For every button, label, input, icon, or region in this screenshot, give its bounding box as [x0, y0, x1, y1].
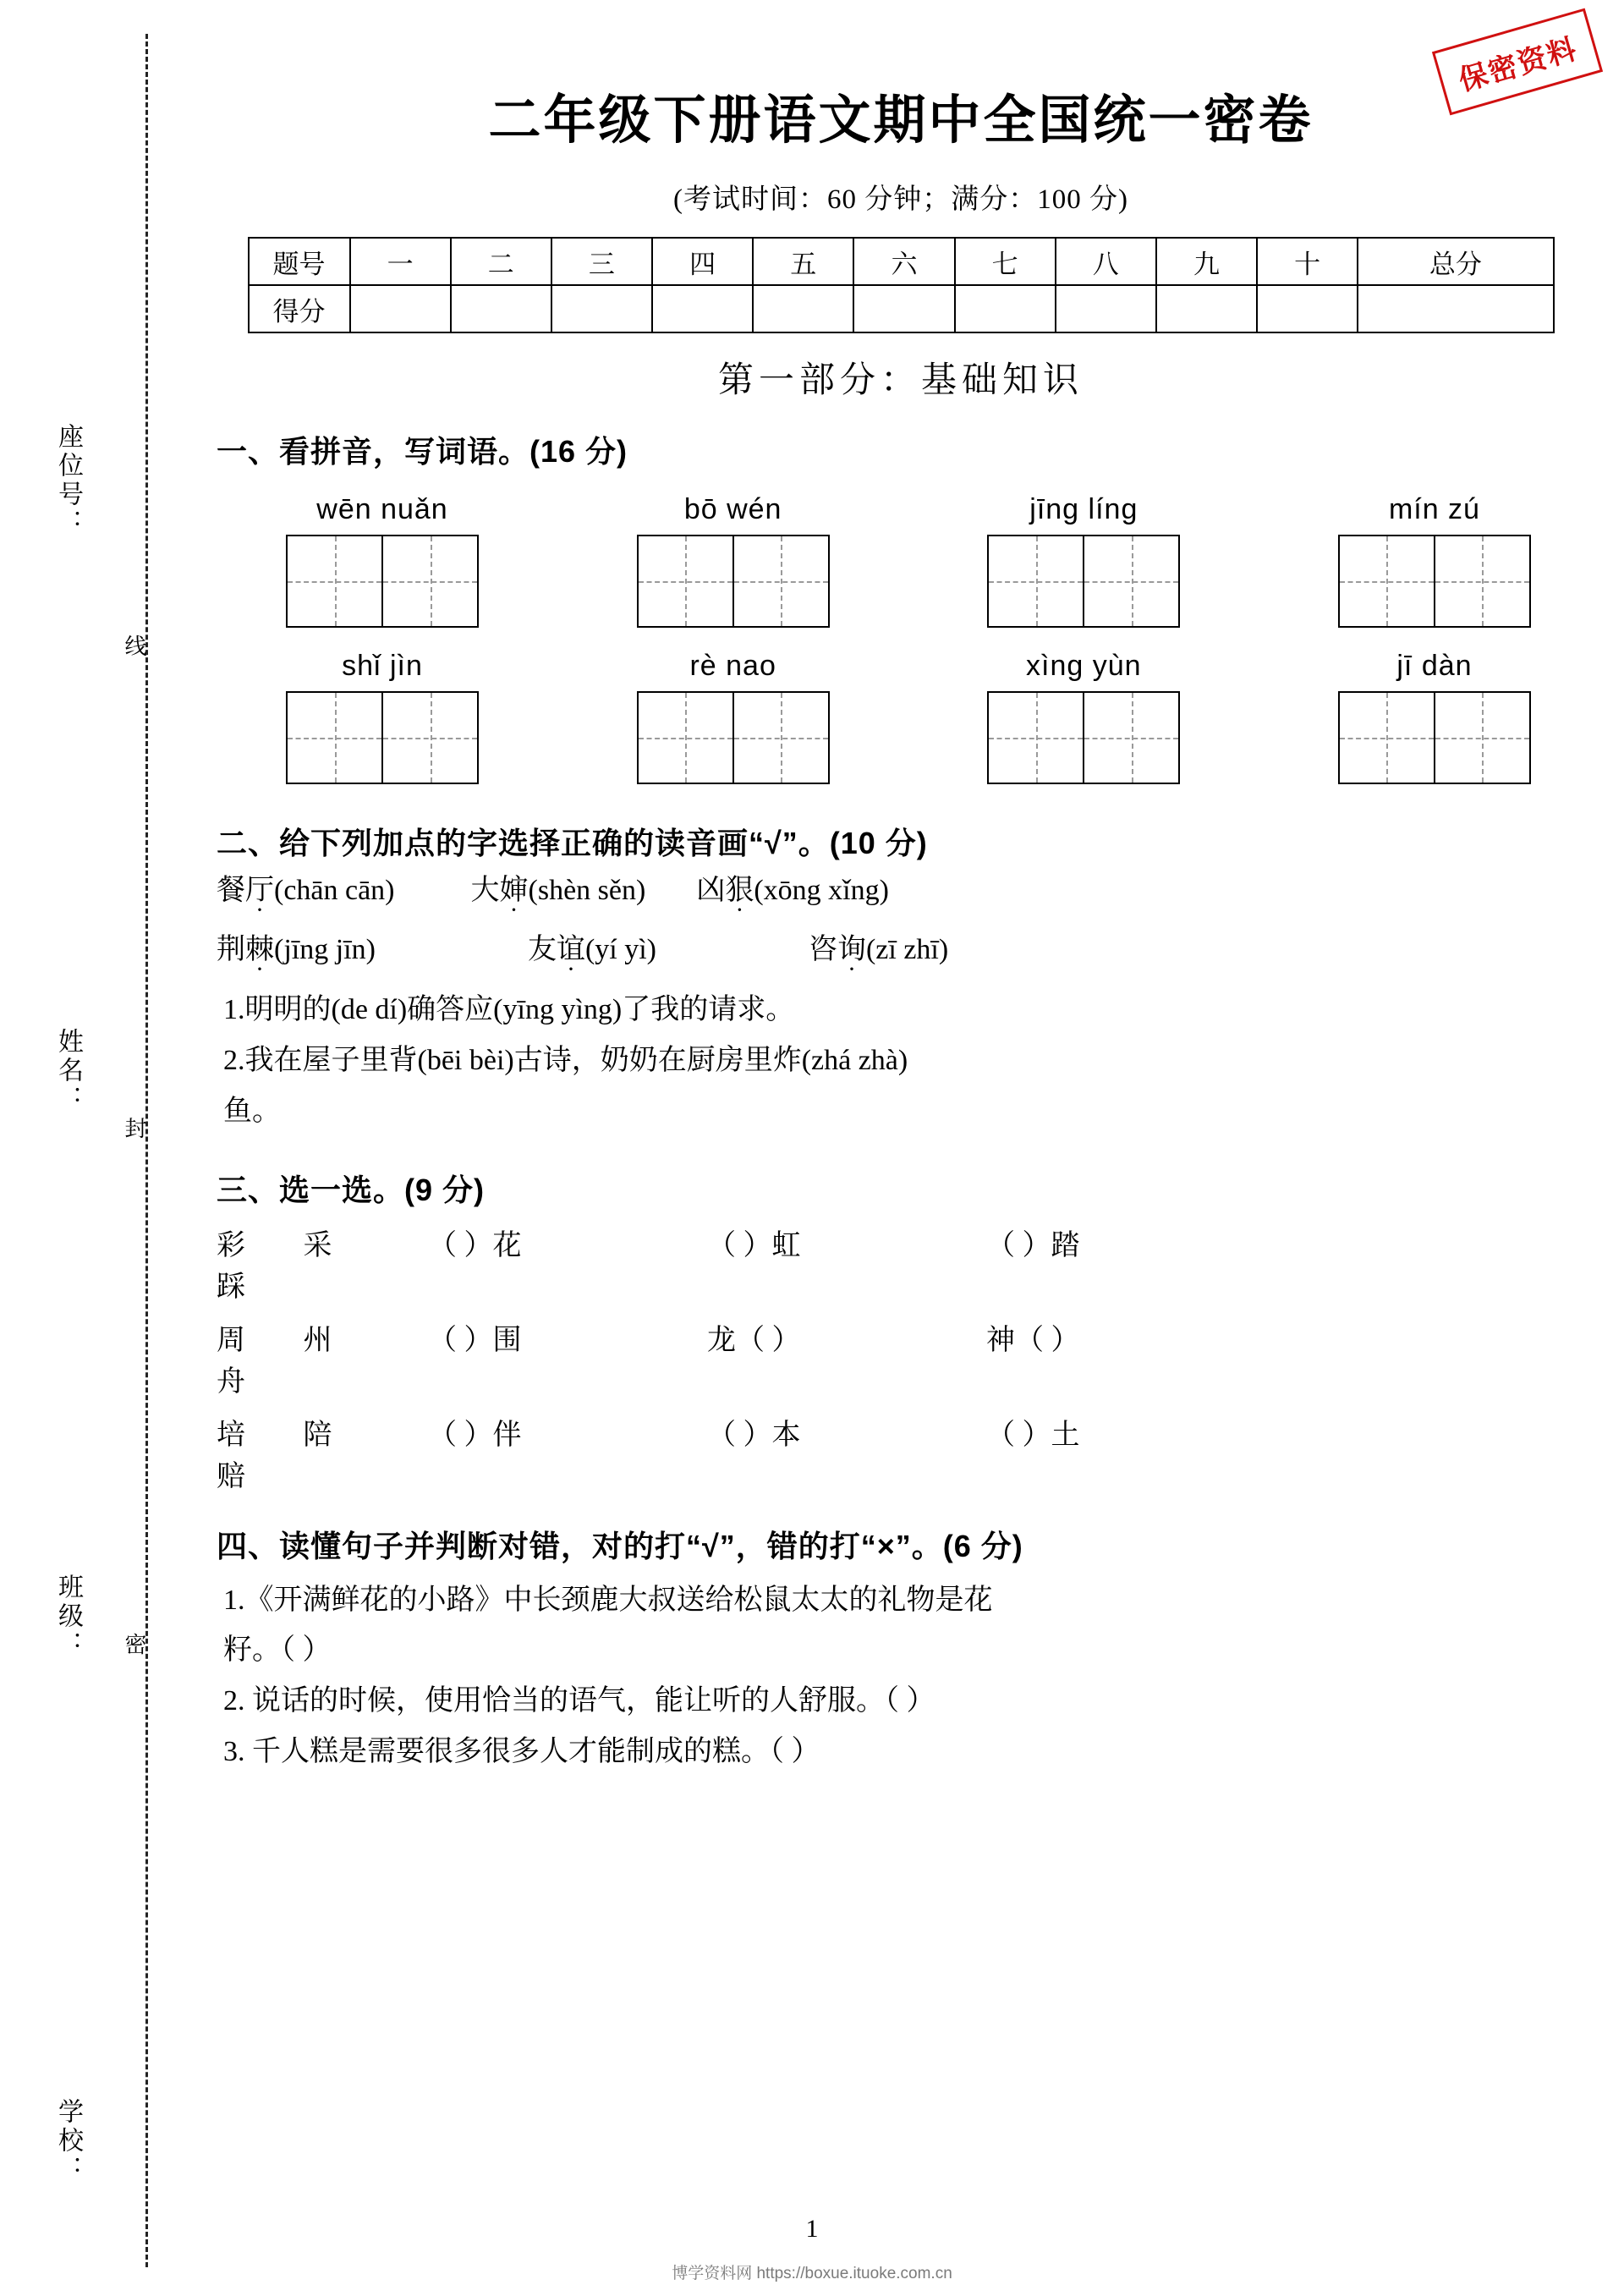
writing-grid[interactable]: [286, 535, 479, 628]
question-2-sentence-2[interactable]: 2.我在屋子里背(bēi bèi)古诗，奶奶在厨房里炸(zhá zhà): [223, 1045, 908, 1077]
writing-grid[interactable]: [1338, 691, 1531, 784]
pinyin-text: shǐ jìn: [342, 650, 423, 682]
score-col-1: 一: [350, 238, 451, 285]
pinyin-text: bō wén: [683, 493, 782, 525]
q3-char-group-3: 培 陪 赔: [217, 1419, 358, 1492]
seal-dashed-line: [145, 34, 148, 2267]
writing-grid[interactable]: [1338, 535, 1531, 628]
question-2-words-row-1: [217, 868, 1590, 914]
question-2-words-row-2: [217, 927, 1590, 973]
score-col-3: 三: [551, 238, 652, 285]
q2-word-3-pre: 凶: [696, 875, 726, 906]
q2-word-2-pre: 大: [470, 875, 500, 906]
score-input-7[interactable]: [955, 285, 1056, 332]
q3-char-group-2: 周 州 舟: [217, 1324, 358, 1398]
pinyin-item: [1299, 650, 1570, 784]
score-input-6[interactable]: [853, 285, 954, 332]
question-2-sentence-2-cont: 鱼。: [223, 1095, 281, 1127]
score-table-row-label-1: 题号: [249, 238, 350, 285]
question-3-row-3: [217, 1411, 1590, 1494]
q2-word-4-opts[interactable]: (jīng jīn): [274, 933, 376, 965]
q3-blank-2-2[interactable]: 龙（ ）: [707, 1324, 801, 1356]
question-2-sentence-1[interactable]: 1.明明的(de dí)确答应(yīng yìng)了我的请求。: [223, 994, 795, 1026]
q2-word-1-dot: 厅: [245, 875, 274, 906]
q2-word-2-dot: 婶: [499, 875, 529, 906]
question-3-row-2: [217, 1316, 1590, 1399]
page-title: 二年级下册语文期中全国统一密卷: [488, 91, 1314, 150]
score-input-4[interactable]: [652, 285, 753, 332]
writing-grid[interactable]: [637, 691, 830, 784]
score-input-10[interactable]: [1257, 285, 1358, 332]
question-1-title: 一、看拼音，写词语。(16 分): [217, 434, 628, 469]
student-name-label: 姓名：: [54, 1028, 82, 1114]
q3-blank-1-1[interactable]: （ ）花: [428, 1229, 522, 1261]
pinyin-text: rè nao: [689, 650, 776, 682]
pinyin-text: xìng yùn: [1026, 650, 1142, 682]
question-1-row-1: [211, 493, 1590, 628]
question-4-title: 四、读懂句子并判断对错，对的打“√”，错的打“×”。(6 分): [217, 1528, 1023, 1563]
footer-watermark: 博学资料网 https://boxue.ituoke.com.cn: [672, 2265, 952, 2282]
score-table-row-label-2: 得分: [249, 285, 350, 332]
pinyin-text: jī dàn: [1396, 650, 1473, 682]
part-one-title: 第一部分：基础知识: [717, 361, 1084, 400]
table-row-header: [249, 238, 1554, 285]
q2-word-6-pre: 咨: [808, 933, 837, 965]
score-col-total: 总分: [1358, 238, 1553, 285]
table-row-scores: [249, 285, 1554, 332]
q2-word-5-opts[interactable]: (yí yì): [584, 933, 656, 965]
q3-blank-2-1[interactable]: （ ）围: [428, 1324, 522, 1356]
question-4-item-3[interactable]: 3. 千人糕是需要很多很多人才能制成的糕。（ ）: [223, 1735, 820, 1767]
pinyin-item: [598, 650, 869, 784]
score-col-9: 九: [1156, 238, 1257, 285]
score-col-8: 八: [1056, 238, 1156, 285]
exam-subtitle: (考试时间：60 分钟；满分：100 分): [673, 184, 1128, 215]
q3-blank-3-3[interactable]: （ ）土: [986, 1419, 1080, 1451]
seat-number-label: 座位号：: [54, 423, 82, 538]
score-table: [248, 237, 1555, 333]
pinyin-item: [948, 493, 1219, 628]
score-input-9[interactable]: [1156, 285, 1257, 332]
pinyin-item: [1299, 493, 1570, 628]
q2-word-5-dot: 谊: [556, 933, 585, 965]
score-input-total[interactable]: [1358, 285, 1553, 332]
q2-word-2-opts[interactable]: (shèn sěn): [528, 875, 646, 906]
q3-blank-2-3[interactable]: 神（ ）: [986, 1324, 1080, 1356]
pinyin-item: [247, 650, 518, 784]
exam-content: [211, 0, 1590, 1774]
writing-grid[interactable]: [286, 691, 479, 784]
writing-grid[interactable]: [637, 535, 830, 628]
seal-char-xian: 线: [122, 634, 146, 660]
q3-blank-3-1[interactable]: （ ）伴: [428, 1419, 522, 1451]
q2-word-1-opts[interactable]: (chān cān): [274, 875, 395, 906]
score-input-1[interactable]: [350, 285, 451, 332]
question-4-item-1: 1.《开满鲜花的小路》中长颈鹿大叔送给松鼠太太的礼物是花: [223, 1584, 993, 1616]
q2-word-5-pre: 友: [527, 933, 557, 965]
score-col-6: 六: [853, 238, 954, 285]
score-input-3[interactable]: [551, 285, 652, 332]
q3-blank-1-2[interactable]: （ ）虹: [707, 1229, 801, 1261]
question-2-title: 二、给下列加点的字选择正确的读音画“√”。(10 分): [217, 826, 928, 860]
q3-blank-3-2[interactable]: （ ）本: [707, 1419, 801, 1451]
question-1-row-2: [211, 650, 1590, 784]
score-input-8[interactable]: [1056, 285, 1156, 332]
q2-word-6-opts[interactable]: (zī zhī): [865, 933, 949, 965]
score-input-2[interactable]: [451, 285, 551, 332]
score-col-2: 二: [451, 238, 551, 285]
question-4-item-2[interactable]: 2. 说话的时候，使用恰当的语气，能让听的人舒服。（ ）: [223, 1685, 935, 1717]
school-label: 学校：: [54, 2098, 82, 2184]
question-3-title: 三、选一选。(9 分): [217, 1172, 486, 1207]
writing-grid[interactable]: [987, 535, 1180, 628]
pinyin-text: wēn nuǎn: [316, 493, 448, 525]
q2-word-4-dot: 棘: [245, 933, 274, 965]
score-col-5: 五: [753, 238, 853, 285]
confidential-stamp-text: 保密资料: [1432, 8, 1603, 116]
pinyin-text: mín zú: [1388, 493, 1480, 525]
score-col-7: 七: [955, 238, 1056, 285]
writing-grid[interactable]: [987, 691, 1180, 784]
page-number: 1: [805, 2215, 819, 2243]
class-label: 班级：: [54, 1574, 82, 1660]
score-col-4: 四: [652, 238, 753, 285]
seal-char-feng: 封: [122, 1117, 146, 1142]
pinyin-text: jīng líng: [1029, 493, 1138, 525]
score-col-10: 十: [1257, 238, 1358, 285]
q3-blank-1-3[interactable]: （ ）踏: [986, 1229, 1080, 1261]
left-margin-column: [0, 0, 211, 2296]
pinyin-item: [247, 493, 518, 628]
q3-char-group-1: 彩 采 踩: [217, 1229, 358, 1303]
question-3-row-1: [217, 1222, 1590, 1305]
q2-word-6-dot: 询: [837, 933, 866, 965]
score-input-5[interactable]: [753, 285, 853, 332]
q2-word-3-opts[interactable]: (xōng xǐng): [754, 875, 889, 906]
q2-word-4-pre: 荆: [217, 933, 245, 965]
q2-word-3-dot: 狠: [725, 875, 754, 906]
seal-char-mi: 密: [122, 1633, 146, 1658]
question-4-item-1-cont[interactable]: 籽。（ ）: [223, 1634, 332, 1667]
q2-word-1-pre: 餐: [217, 875, 245, 906]
pinyin-item: [598, 493, 869, 628]
pinyin-item: [948, 650, 1219, 784]
